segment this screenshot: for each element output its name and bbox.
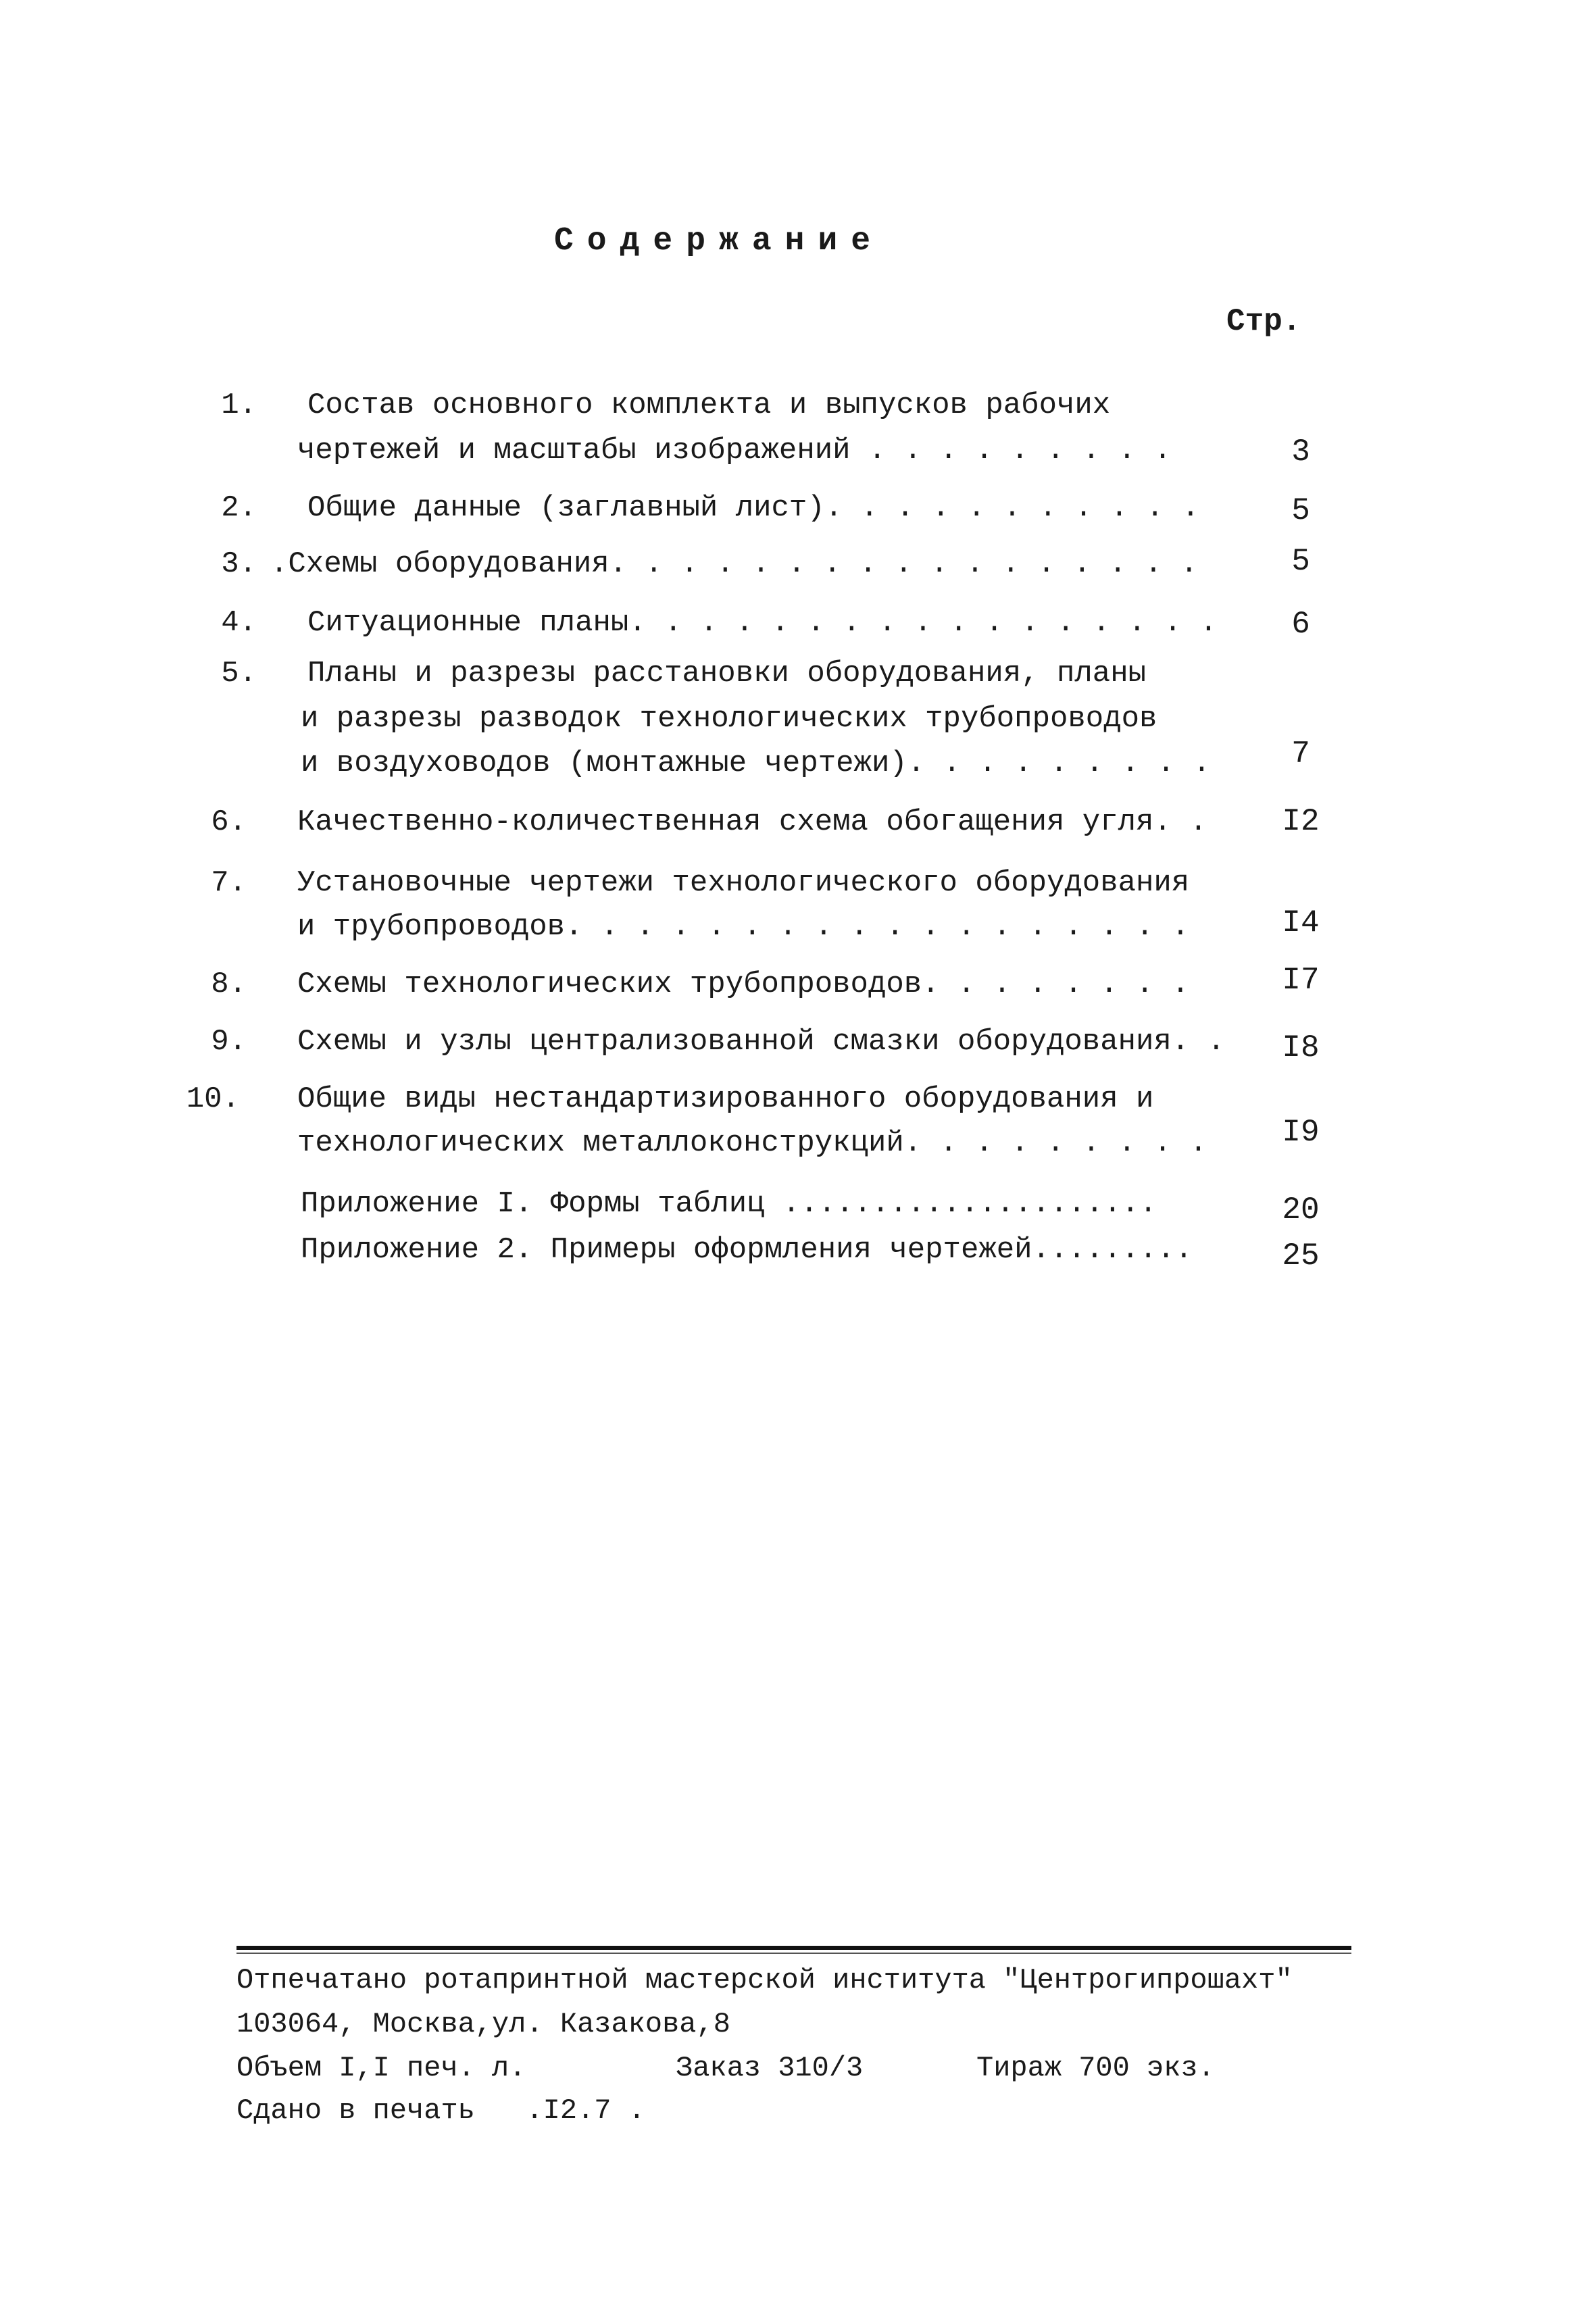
toc-entry-page: I8 bbox=[1282, 1030, 1320, 1065]
imprint-volume: Объем I,I печ. л. bbox=[236, 2052, 526, 2084]
toc-entry-page: 25 bbox=[1282, 1238, 1320, 1274]
toc-entry-text: Установочные чертежи технологического оборудования bbox=[297, 866, 1190, 900]
toc-entry-page: I2 bbox=[1282, 804, 1320, 839]
toc-entry-text: .Схемы оборудования. . . . . . . . . . . . . . . . . bbox=[270, 547, 1199, 581]
toc-entry-text: Общие данные (заглавный лист). . . . . . . . . . . bbox=[307, 491, 1200, 525]
toc-entry-text: Приложение I. Формы таблиц ..................... bbox=[301, 1187, 1157, 1221]
toc-entry-page: 3 bbox=[1291, 434, 1310, 470]
toc-entry-number: 5. bbox=[221, 657, 257, 690]
toc-entry-page: I4 bbox=[1282, 905, 1320, 940]
imprint-signed-to-print: Сдано в печать .I2.7 . bbox=[236, 2094, 645, 2127]
toc-entry-text: и трубопроводов. . . . . . . . . . . . . . . . . . bbox=[297, 910, 1190, 944]
toc-entry-number: 10. bbox=[186, 1082, 240, 1116]
toc-entry-page: I9 bbox=[1282, 1115, 1320, 1150]
toc-entry-page: 7 bbox=[1291, 736, 1310, 772]
imprint-order: Заказ 310/3 bbox=[676, 2052, 864, 2084]
toc-entry-number: 8. bbox=[211, 967, 247, 1001]
toc-entry-text: Схемы и узлы централизованной смазки оборудования. . bbox=[297, 1025, 1226, 1059]
toc-entry-text: Общие виды нестандартизированного оборудования и bbox=[297, 1082, 1154, 1116]
toc-entry-text: Качественно-количественная схема обогащения угля. . bbox=[297, 805, 1207, 839]
toc-entry-number: 4. bbox=[221, 606, 257, 640]
toc-entry-number: 6. bbox=[211, 805, 247, 839]
document-title: Содержание bbox=[554, 223, 884, 259]
toc-entry-text: Состав основного комплекта и выпусков рабочих bbox=[307, 388, 1111, 422]
toc-entry-text: Приложение 2. Примеры оформления чертежей......... bbox=[301, 1233, 1193, 1267]
toc-entry-number: 2. bbox=[221, 491, 257, 525]
toc-entry-number: 1. bbox=[221, 388, 257, 422]
toc-entry-text: Схемы технологических трубопроводов. . . . . . . . bbox=[297, 967, 1190, 1001]
page-column-header: Стр. bbox=[1226, 304, 1301, 339]
toc-entry-text: чертежей и масштабы изображений . . . . . . . . . bbox=[297, 434, 1172, 468]
imprint-divider-thin bbox=[236, 1953, 1351, 1954]
imprint-divider bbox=[236, 1946, 1351, 1950]
toc-entry-number: 7. bbox=[211, 866, 247, 900]
toc-entry-page: I7 bbox=[1282, 963, 1320, 998]
imprint-print-run: Тираж 700 экз. bbox=[976, 2052, 1215, 2084]
toc-entry-text: Планы и разрезы расстановки оборудования, планы bbox=[307, 657, 1147, 690]
imprint-printer-line: Отпечатано ротапринтной мастерской института "Центрогипрошахт" bbox=[236, 1964, 1293, 1996]
toc-entry-number: 9. bbox=[211, 1025, 247, 1059]
toc-entry-number: 3. bbox=[221, 547, 257, 581]
imprint-address-line: 103064, Москва,ул. Казакова,8 bbox=[236, 2008, 730, 2040]
toc-entry-text: Ситуационные планы. . . . . . . . . . . . . . . . . bbox=[307, 606, 1218, 640]
toc-entry-page: 20 bbox=[1282, 1192, 1320, 1228]
toc-entry-text: и воздуховодов (монтажные чертежи). . . . . . . . . bbox=[301, 747, 1211, 780]
toc-entry-text: технологических металлоконструкций. . . . . . . . . bbox=[297, 1126, 1207, 1160]
toc-entry-page: 5 bbox=[1291, 493, 1310, 528]
toc-entry-page: 6 bbox=[1291, 607, 1310, 642]
toc-entry-page: 5 bbox=[1291, 544, 1310, 579]
toc-entry-text: и разрезы разводок технологических трубопроводов bbox=[301, 702, 1157, 736]
